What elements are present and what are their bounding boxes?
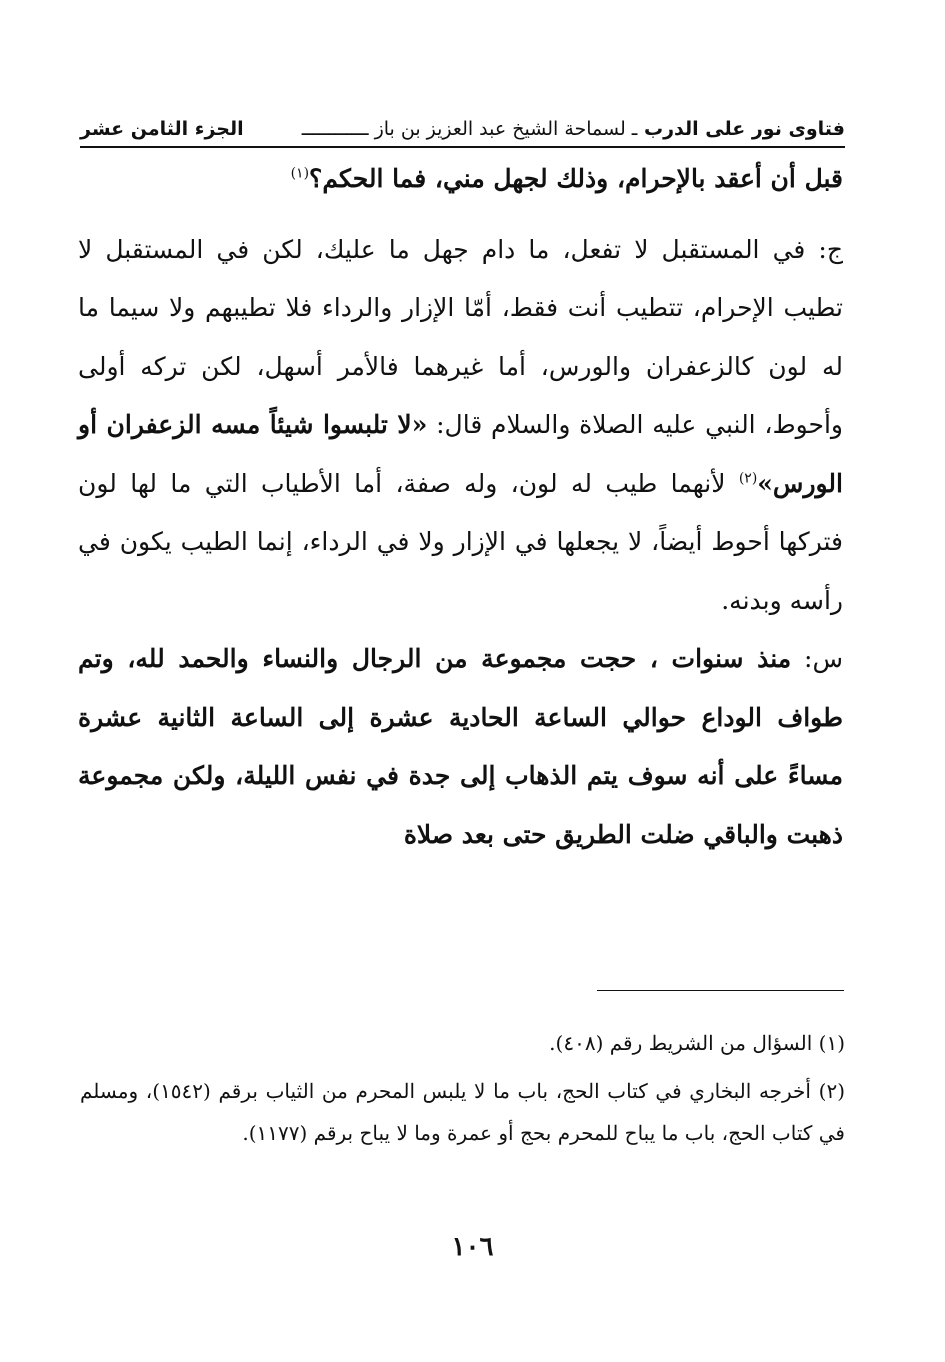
main-text [78, 150, 843, 864]
header-book-title: فتاوى نور على الدرب [644, 118, 845, 140]
header-author: ـ لسماحة الشيخ عبد العزيز بن باز ــــــــــــ [301, 118, 638, 140]
answer-prefix: ج: في المستقبل لا تفعل، ما دام جهل ما عليك، لكن في المستقبل لا تطيب الإحرام، تتطيب أنت فقط، أمّا الإزار والرداء فلا تطيبهم ولا سيما ما له لون كالزعفران والورس، أما غيرهما فالأمر أسهل، لكن تركه أولى وأحوط، النبي عليه الصلاة والسلام قال: [78, 234, 843, 439]
footnote-1: (١) السؤال من الشريط رقم (٤٠٨). [549, 1031, 845, 1055]
answer-suffix: لأنهما طيب له لون، وله صفة، أما الأطياب التي ما لها لون فتركها أحوط أيضاً، لا يجعلها في الإزار ولا في الرداء، إنما الطيب يكون في رأسه وبدنه. [78, 468, 843, 615]
footnote-ref-1: (١) [290, 165, 310, 182]
footnote-2: (٢) أخرجه البخاري في كتاب الحج، باب ما لا يلبس المحرم من الثياب برقم (١٥٤٢)، ومسلم في كتاب الحج، باب ما يباح للمحرم بحج أو عمرة وما لا يباح برقم (١١٧٧). [80, 1079, 845, 1145]
answer-paragraph [78, 221, 843, 631]
question2-text: منذ سنوات ، حجت مجموعة من الرجال والنساء والحمد لله، وتم طواف الوداع حوالي الساعة الحادية عشرة إلى الساعة الثانية عشرة مساءً على أنه سوف يتم الذهاب إلى جدة في نفس الليلة، ولكن مجموعة ذهبت والباقي ضلت الطريق حتى بعد صلاة [78, 644, 843, 849]
footnotes [80, 1022, 845, 1160]
question2-prefix: س: [791, 644, 843, 673]
header-volume: الجزء الثامن عشر [80, 118, 244, 140]
footnote-separator [597, 990, 844, 991]
footnote-ref-2: (٢) [738, 470, 758, 487]
running-header [80, 112, 845, 148]
header-title-author [302, 118, 845, 140]
question1-ending [78, 150, 843, 209]
hadith-quote: «لا تلبسوا شيئاً مسه الزعفران أو الورس» [78, 410, 843, 498]
question1-text: قبل أن أعقد بالإحرام، وذلك لجهل مني، فما الحكم؟ [309, 164, 843, 193]
page-number: ١٠٦ [451, 1232, 494, 1262]
question2-paragraph [78, 630, 843, 864]
